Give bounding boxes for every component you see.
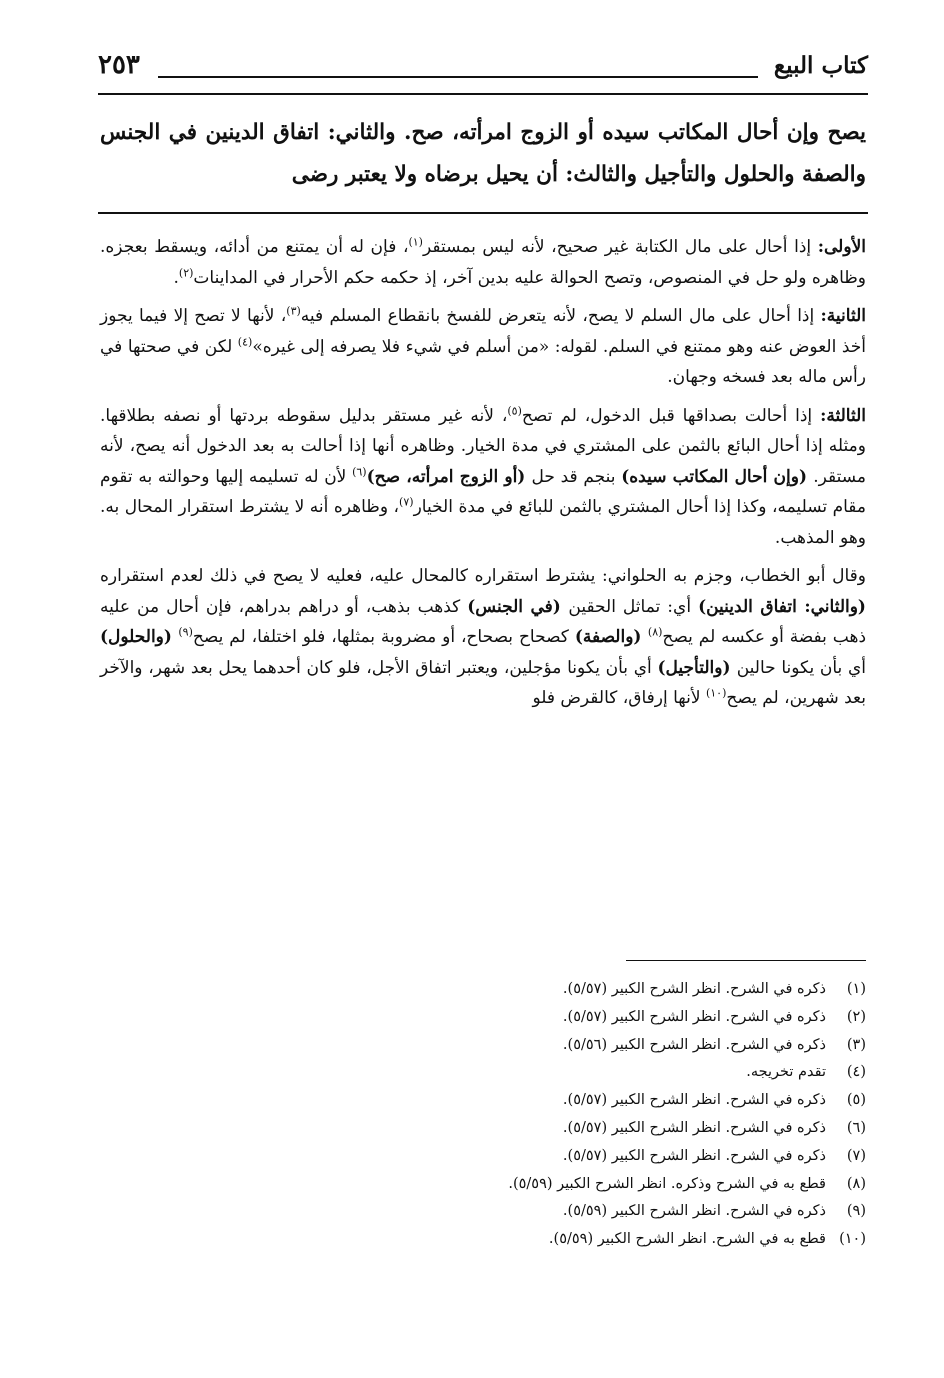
commentary-text [100,232,866,722]
footnote-ref: (٣) [286,304,301,318]
footnote-ref: (٤) [237,334,253,348]
footnote-item [300,1226,866,1254]
page-header [98,50,868,94]
footnote-number: (٥) [846,1092,866,1109]
footnote-item [300,1198,866,1226]
matn-text [100,112,866,196]
header-underline [98,93,868,95]
footnote-number: (٨) [846,1175,866,1192]
paragraph-lead: الأولى: [817,237,866,257]
footnote-item [300,1087,866,1115]
footnote-item [300,976,866,1004]
footnote-number: (٦) [846,1119,866,1136]
matn-quote: (أو الزوج امرأته، صح) [366,466,532,487]
footnote-ref: (٥) [507,403,522,417]
footnote-number: (١) [846,981,866,997]
footnote-text: ذكره في الشرح. انظر الشرح الكبير (٥/٥٧). [562,1008,826,1025]
footnote-ref: (١٠) [705,686,727,700]
footnote-text: قطع به في الشرح. انظر الشرح الكبير (٥/٥٩). [548,1231,826,1248]
footnote-text: ذكره في الشرح. انظر الشرح الكبير (٥/٥٧). [562,1147,826,1164]
footnote-item [300,1059,866,1087]
footnote-item [300,1004,866,1032]
footnote-text: ذكره في الشرح. انظر الشرح الكبير (٥/٥٦). [562,1036,826,1053]
footnote-text: قطع به في الشرح وذكره. انظر الشرح الكبير (٥/٥٩). [508,1175,826,1192]
matn-quote: (والتأجيل) [657,657,737,678]
footnote-text: ذكره في الشرح. انظر الشرح الكبير (٥/٥٧). [562,1092,826,1109]
footnote-item [300,1171,866,1199]
footnote-text: تقدم تخريجه. [746,1064,826,1081]
matn-quote: (في الجنس) [467,596,569,617]
footnote-item [300,1032,866,1060]
commentary-paragraph-1: الأولى: إذا أحال على مال الكتابة غير صحيح، لأنه ليس بمستقر$^{(١)}$، فإن له أن يمتنع من أدائه، ويسقط بعجزه. وظاهره ولو حل في المنصوص، وتصح الحوالة عليه بدين آخر، إذ حكمه حكم الأحرار في المداينات$^{(٢)}$. [100,235,866,288]
paragraph-lead: الثالثة: [820,405,867,426]
matn-quote: (والحلول) [100,627,179,647]
page-number: ٢٥٣ [98,50,140,80]
matn-quote: (وإن أحال المكاتب سيده) [621,466,814,487]
footnote-text: ذكره في الشرح. انظر الشرح الكبير (٥/٥٧). [562,1119,826,1136]
footnote-item [300,1115,866,1143]
commentary-paragraph-2: الثانية: إذا أحال على مال السلم لا يصح، لأنه يتعرض للفسخ بانقطاع المسلم فيه$^{(٣)}$، لأنها لا تصح إلا فيما يجوز أخذ العوض عنه وهو ممتنع في السلم. لقوله: «من أسلم في شيء فلا يصرفه إلى غيره»$^{(٤)}$ لكن في صحتها في رأس ماله بعد فسخه وجهان. [100,304,866,387]
matn-quote: (والثاني: اتفاق الدينين) [698,596,866,617]
commentary-paragraph-4: وقال أبو الخطاب، وجزم به الحلواني: يشترط استقراره كالمحال عليه، فعليه لا يصح في ذلك لعدم استقراره (والثاني: اتفاق الدينين) أي: تماثل الحقين (في الجنس) كذهب بذهب، أو دراهم بدراهم، فإن أحال من عليه ذهب بفضة أو عكسه لم يصح$^{(٨)}$ (والصفة) كصحاح بصحاح، أو مضروبة بمثلها، فلو اختلفا، لم يصح$^{(٩)}$ (والحلول) أي بأن يكونا حالين (والتأجيل) أي بأن يكونا مؤجلين، ويعتبر اتفاق الأجل، فلو كان أحدهما يحل بعد شهر، والآخر بعد شهرين، لم يصح$^{(١٠)}$ لأنها إرفاق، كالقرض فلو [100,566,867,708]
footnote-number: (٢) [846,1008,866,1025]
footnote-ref: (٧) [399,495,414,509]
footnote-ref: (٨) [647,625,663,639]
matn-paragraph: يصح وإن أحال المكاتب سيده أو الزوج امرأته، صح. والثاني: اتفاق الدينين في الجنس والصفة والحلول والتأجيل والثالث: أن يحيل برضاه ولا يعتبر رضى [100,120,866,187]
book-title: كتاب البيع [773,52,868,79]
commentary-paragraph-3: الثالثة: إذا أحالت بصداقها قبل الدخول، لم تصح$^{(٥)}$، لأنه غير مستقر بدليل سقوطه بردتها أو نصفه بطلاقها. ومثله إذا أحال البائع بالثمن على المشتري في مدة الخيار. وظاهره أنها إذا أحالت به بعد الدخول أنه يصح، لأنه مستقر. (وإن أحال المكاتب سيده) بنجم قد حل (أو الزوج امرأته، صح)$^{(٦)}$ لأن له تسليمه إليها وحوالته به تقوم مقام تسليمه، وكذا إذا أحال المشتري بالثمن للبائع في مدة الخيار$^{(٧)}$، وظاهره أنه لا يشترط استقرار المحال به. وهو المذهب. [100,403,867,548]
footnote-ref: (٢) [178,265,194,279]
footnote-number: (٧) [846,1147,866,1164]
footnote-ref: (٦) [352,464,367,478]
matn-quote: (والصفة) [574,627,648,647]
footnote-text: ذكره في الشرح. انظر الشرح الكبير (٥/٥٩). [562,1203,826,1220]
footnotes [300,976,866,1254]
footnote-number: (١٠) [839,1231,866,1248]
footnote-ref: (٩) [178,625,193,639]
footnote-divider [626,960,866,961]
footnote-number: (٤) [846,1064,866,1081]
footnote-number: (٩) [846,1203,866,1220]
footnote-ref: (١) [408,235,423,249]
paragraph-lead: الثانية: [820,306,866,326]
footnote-text: ذكره في الشرح. انظر الشرح الكبير (٥/٥٧). [562,981,826,997]
matn-divider [98,212,868,214]
footnote-number: (٣) [846,1036,866,1053]
header-rule [158,76,758,78]
footnote-item [300,1143,866,1171]
